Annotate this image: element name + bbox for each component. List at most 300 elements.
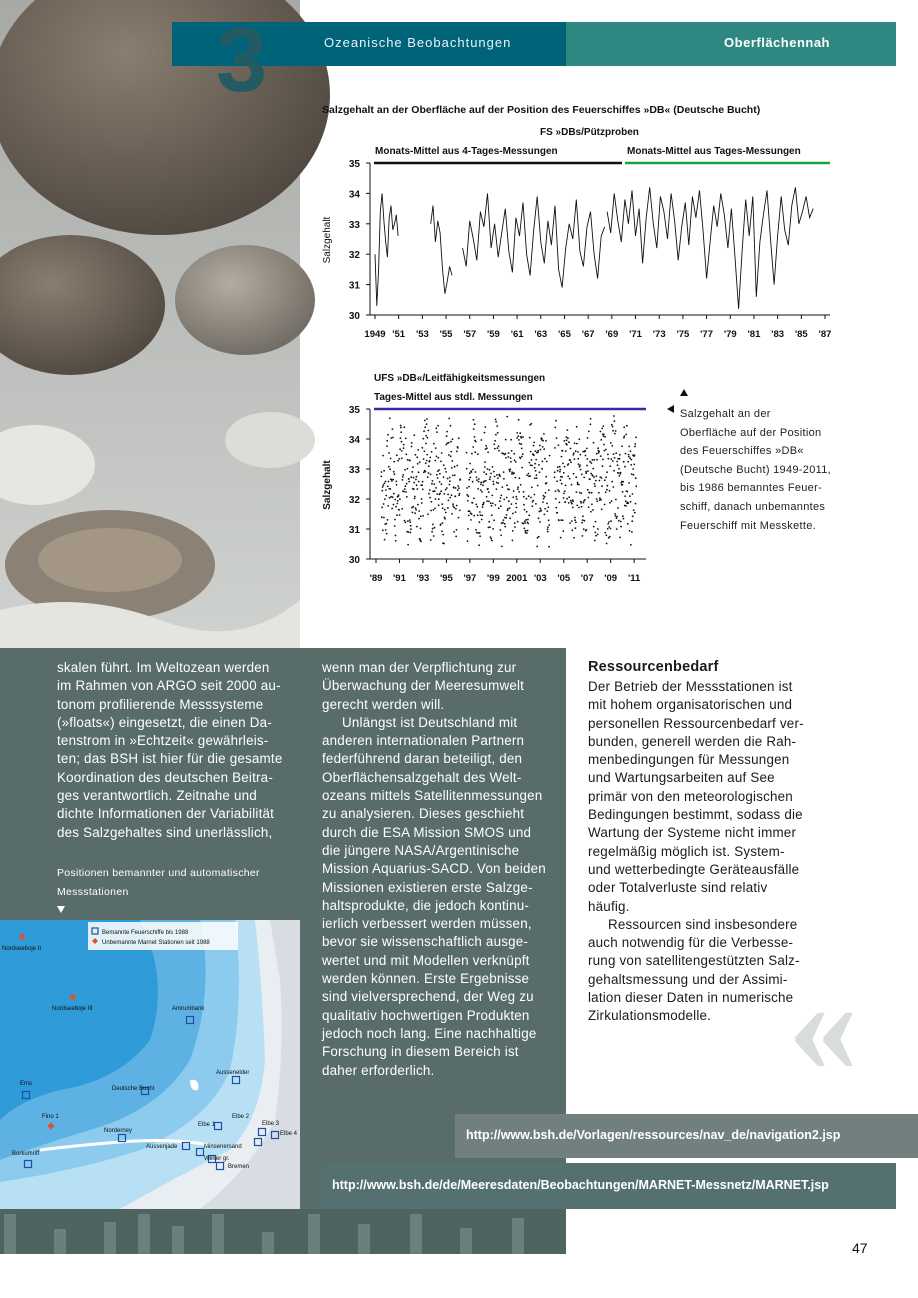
chart2-point: [437, 425, 439, 427]
chart2-point: [394, 473, 396, 475]
chart2-point: [543, 433, 545, 435]
chart2-point: [422, 481, 424, 483]
chart2-point: [422, 489, 424, 491]
chart2-point: [584, 499, 586, 501]
chart2-point: [439, 473, 441, 475]
chart2-point: [506, 484, 508, 486]
chart2-point: [508, 500, 510, 502]
chart2-point: [632, 493, 634, 495]
chart2-point: [388, 481, 390, 483]
chart2-point: [506, 497, 508, 499]
chart2-point: [491, 495, 493, 497]
chart2-point: [514, 522, 516, 524]
chart2-point: [467, 540, 469, 542]
chart2-point: [473, 515, 475, 517]
chart2-point: [625, 505, 627, 507]
chart2-point: [511, 503, 513, 505]
chart2-point: [398, 494, 400, 496]
chart2-point: [605, 491, 607, 493]
chart2-point: [534, 467, 536, 469]
chart2-point: [626, 425, 628, 427]
chart2-point: [589, 479, 591, 481]
chapter-number: 3: [216, 9, 264, 111]
link-bar-marnet[interactable]: [322, 1163, 896, 1209]
chart2-point: [405, 491, 407, 493]
chart1-subtitle: FS »DBs/Pützproben: [540, 127, 639, 138]
chart2-point: [522, 436, 524, 438]
chart2-point: [615, 515, 617, 517]
chart2-point: [577, 451, 579, 453]
chart2-point: [510, 461, 512, 463]
chart2-point: [491, 514, 493, 516]
station-label: Nordseeboje II: [2, 946, 42, 952]
chart2-point: [558, 491, 560, 493]
chart2-point: [582, 451, 584, 453]
text-line: häufig.: [588, 898, 630, 914]
chart2-point: [495, 504, 497, 506]
chart2-point: [603, 434, 605, 436]
chart2-point: [493, 471, 495, 473]
chart2-point: [536, 474, 538, 476]
chart1-xtick-label: '75: [676, 329, 690, 340]
chart2-point: [411, 446, 413, 448]
chart2-point: [579, 464, 581, 466]
chart2-point: [422, 515, 424, 517]
chart2-point: [608, 521, 610, 523]
chart2-point: [417, 449, 419, 451]
chart2-point: [533, 442, 535, 444]
chart2-point: [520, 443, 522, 445]
chart2-point: [508, 452, 510, 454]
chart2-point: [491, 540, 493, 542]
chart2-point: [534, 494, 536, 496]
chart2-point: [596, 459, 598, 461]
chart2-point: [484, 466, 486, 468]
chart2-point: [569, 478, 571, 480]
chart2-point: [438, 504, 440, 506]
chart2-point: [468, 479, 470, 481]
chart2-point: [501, 546, 503, 548]
chart2-point: [400, 431, 402, 433]
chart2-point: [399, 498, 401, 500]
chart2-point: [454, 466, 456, 468]
chart2-point: [415, 507, 417, 509]
chart2-point: [563, 493, 565, 495]
text-line: zu analysieren. Dieses geschieht: [322, 806, 525, 822]
chart2-point: [587, 489, 589, 491]
chart2-point: [522, 523, 524, 525]
caption-arrow-left-icon: [667, 405, 674, 413]
chart2-point: [498, 450, 500, 452]
chart2-point: [459, 510, 461, 512]
chart2-point: [545, 440, 547, 442]
chart2-point: [602, 425, 604, 427]
chart2-point: [479, 535, 481, 537]
chart2-point: [483, 471, 485, 473]
chart2-point: [600, 499, 602, 501]
chart2-point: [469, 463, 471, 465]
chart2-point: [516, 507, 518, 509]
chart2-point: [490, 536, 492, 538]
chart2-point: [630, 501, 632, 503]
chart2-point: [396, 454, 398, 456]
text-line: Mission Aquarius-SACD. Von beiden: [322, 861, 546, 877]
chart2-point: [548, 519, 550, 521]
chart2-point: [455, 536, 457, 538]
chart2-point: [418, 518, 420, 520]
chart2-point: [629, 495, 631, 497]
chart2-point: [403, 447, 405, 449]
chart1-xtick-label: '85: [794, 329, 808, 340]
chart2-point: [493, 483, 495, 485]
chart2-point: [481, 439, 483, 441]
chart2-point: [435, 498, 437, 500]
chart2-point: [530, 451, 532, 453]
chart2-point: [623, 518, 625, 520]
chart2-point: [635, 503, 637, 505]
chart2-point: [611, 424, 613, 426]
chart2-point: [627, 502, 629, 504]
chart2-point: [565, 485, 567, 487]
text-line: wertet und mit Modellen verknüpft: [322, 952, 530, 968]
chart2-point: [514, 459, 516, 461]
chart2-point: [443, 493, 445, 495]
chart2-point: [631, 531, 633, 533]
chart2-point: [633, 474, 635, 476]
chart2-point: [571, 484, 573, 486]
chart2-ylabel: Salzgehalt: [322, 460, 333, 510]
chart2-point: [467, 495, 469, 497]
chart2-point: [472, 502, 474, 504]
text-line: ozeans mittels Satellitenmessungen: [322, 788, 543, 804]
chart2-point: [497, 477, 499, 479]
chart2-point: [456, 529, 458, 531]
chart2-point: [555, 420, 557, 422]
chart2-point: [486, 496, 488, 498]
chart2-point: [389, 417, 391, 419]
chart2-point: [597, 534, 599, 536]
chart2-point: [466, 468, 468, 470]
chart2-point: [447, 478, 449, 480]
chart2-point: [426, 418, 428, 420]
chart2-point: [629, 457, 631, 459]
link-marnet[interactable]: http://www.bsh.de/de/Meeresdaten/Beobachtungen/MARNET-Messnetz/MARNET.jsp: [332, 1178, 829, 1192]
chart2-point: [535, 503, 537, 505]
chart2-point: [428, 465, 430, 467]
chart2-point: [430, 539, 432, 541]
chart2-point: [586, 465, 588, 467]
chart2-point: [384, 483, 386, 485]
chart2-point: [488, 491, 490, 493]
chart2-point: [490, 538, 492, 540]
chapter-badge: [172, 9, 290, 111]
chart2-ytick-label: 35: [348, 405, 360, 416]
chart2-point: [592, 509, 594, 511]
chart2-point: [592, 475, 594, 477]
chart2-point: [578, 507, 580, 509]
chart2-point: [415, 479, 417, 481]
chart2-point: [579, 454, 581, 456]
chart2-point: [453, 487, 455, 489]
chart2-point: [382, 455, 384, 457]
chart2-point: [474, 451, 476, 453]
chart2-point: [587, 437, 589, 439]
text-line: Missionen existieren erste Salzge-: [322, 879, 533, 895]
chart2-point: [559, 502, 561, 504]
chart2-point: [438, 498, 440, 500]
text-line: Überwachung der Meeresumwelt: [322, 678, 525, 694]
chart2-point: [508, 489, 510, 491]
station-label: Fino 1: [42, 1114, 59, 1120]
chart2-point: [545, 492, 547, 494]
chart2-point: [392, 428, 394, 430]
chart2-point: [564, 490, 566, 492]
chart2-point: [504, 523, 506, 525]
text-line: wenn man der Verpflichtung zur: [322, 660, 517, 675]
chart2-point: [601, 428, 603, 430]
chart2-point: [402, 476, 404, 478]
chart2-point: [487, 451, 489, 453]
chart2-point: [443, 476, 445, 478]
chart2-point: [586, 458, 588, 460]
chart2-point: [509, 471, 511, 473]
chart2-point: [625, 453, 627, 455]
station-label: Aussenjade: [146, 1144, 178, 1150]
chart2-point: [584, 450, 586, 452]
chart2-point: [415, 509, 417, 511]
chart2-point: [567, 429, 569, 431]
chart2-point: [529, 475, 531, 477]
chart2-point: [505, 453, 507, 455]
chart2-point: [445, 471, 447, 473]
chart2-point: [613, 470, 615, 472]
chart2-point: [433, 443, 435, 445]
chart2-point: [521, 467, 523, 469]
chart2-point: [495, 421, 497, 423]
chart2-point: [510, 457, 512, 459]
chart2-point: [559, 471, 561, 473]
chart2-point: [449, 477, 451, 479]
chart2-point: [566, 498, 568, 500]
chart2-point: [455, 508, 457, 510]
chart2-point: [531, 487, 533, 489]
chart2-point: [476, 506, 478, 508]
chart2-point: [453, 531, 455, 533]
chart2-point: [536, 477, 538, 479]
chart2-point: [451, 460, 453, 462]
chart2-point: [447, 507, 449, 509]
chart2-point: [416, 526, 418, 528]
chart2-point: [436, 474, 438, 476]
chart2-point: [594, 540, 596, 542]
chart2-point: [548, 489, 550, 491]
chart2-point: [527, 519, 529, 521]
chart2-point: [500, 495, 502, 497]
chart2-point: [549, 455, 551, 457]
text-line: bevor sie wissenschaftlich ausge-: [322, 934, 529, 950]
chart2-point: [574, 458, 576, 460]
chart2-point: [606, 543, 608, 545]
chart2-point: [444, 509, 446, 511]
chart2-point: [435, 427, 437, 429]
chart2-point: [607, 528, 609, 530]
chart2-annotation: Tages-Mittel aus stdl. Messungen: [374, 392, 533, 403]
chart2-point: [547, 528, 549, 530]
chart2-point: [452, 475, 454, 477]
chart2-point: [477, 453, 479, 455]
chart2-point: [406, 496, 408, 498]
chart1-title: Salzgehalt an der Oberfläche auf der Position des Feuerschiffes »DB« (Deutsche Bucht): [322, 104, 761, 116]
chart2-point: [492, 528, 494, 530]
chart2-point: [418, 510, 420, 512]
chart2-point: [625, 500, 627, 502]
chart2-point: [628, 482, 630, 484]
chart2-point: [392, 479, 394, 481]
chart2-point: [516, 437, 518, 439]
chart2-point: [556, 480, 558, 482]
chart2-point: [631, 520, 633, 522]
chart2-point: [576, 505, 578, 507]
chart2-ytick-label: 34: [348, 435, 360, 446]
chart2-point: [558, 520, 560, 522]
chart2-point: [568, 463, 570, 465]
chart2-point: [386, 533, 388, 535]
chart2-point: [395, 540, 397, 542]
chart2-point: [618, 475, 620, 477]
chart2-point: [391, 508, 393, 510]
chart2-point: [590, 423, 592, 425]
chart1-xtick-label: '63: [534, 329, 548, 340]
chart2-point: [431, 501, 433, 503]
chart2-point: [538, 517, 540, 519]
chart2-point: [493, 443, 495, 445]
chart2-point: [412, 466, 414, 468]
chart2-point: [432, 480, 434, 482]
chart2-point: [613, 453, 615, 455]
chart2-point: [540, 449, 542, 451]
chart2-point: [554, 476, 556, 478]
link-navigation[interactable]: http://www.bsh.de/Vorlagen/ressources/nav_de/navigation2.jsp: [466, 1128, 841, 1142]
chart2-point: [401, 441, 403, 443]
chart2-point: [505, 439, 507, 441]
chart2-point: [545, 476, 547, 478]
chart2-point: [471, 513, 473, 515]
chart2-point: [610, 520, 612, 522]
chart2-point: [470, 519, 472, 521]
chart2-xtick-label: '11: [627, 573, 641, 584]
chart2-point: [479, 532, 481, 534]
chart2-point: [429, 489, 431, 491]
text-line: gerecht werden will.: [322, 696, 445, 712]
chart2-point: [395, 535, 397, 537]
chart2-point: [615, 452, 617, 454]
chart2-point: [606, 471, 608, 473]
section-title: Ozeanische Beobachtungen: [324, 35, 512, 50]
chart2-point: [521, 456, 523, 458]
text-line: gehaltsmessung und der Assimi-: [588, 971, 788, 987]
chart2-point: [628, 454, 630, 456]
chart2-point: [539, 445, 541, 447]
figure-caption: [680, 405, 840, 535]
chart2-point: [518, 419, 520, 421]
chart2-point: [535, 450, 537, 452]
chart1-ytick-label: 32: [348, 250, 360, 262]
chart2-point: [409, 460, 411, 462]
chart2-xtick-label: '99: [486, 573, 500, 584]
chart2-point: [561, 456, 563, 458]
chart2-point: [548, 546, 550, 548]
chart2-point: [574, 519, 576, 521]
chart2-point: [529, 437, 531, 439]
chart2-point: [592, 468, 594, 470]
chart2-point: [473, 497, 475, 499]
chart2-point: [425, 443, 427, 445]
chart2-point: [402, 474, 404, 476]
chart2-point: [412, 506, 414, 508]
chart2-point: [385, 495, 387, 497]
chart2-point: [517, 435, 519, 437]
chart2-point: [589, 461, 591, 463]
chart2-point: [385, 529, 387, 531]
chart2-point: [543, 448, 545, 450]
chart2-point: [414, 498, 416, 500]
chart2-point: [558, 444, 560, 446]
chart2-point: [449, 497, 451, 499]
chart1-annotation-left: Monats-Mittel aus 4-Tages-Messungen: [375, 146, 558, 157]
text-line: rung von satellitengestützten Salz-: [588, 953, 800, 969]
chart2-point: [572, 454, 574, 456]
chart2-point: [451, 467, 453, 469]
chart2-point: [620, 472, 622, 474]
section-bar: [290, 22, 566, 66]
text-line: daher erforderlich.: [322, 1062, 435, 1078]
chart2-point: [532, 500, 534, 502]
chart2-ytick-label: 33: [348, 465, 360, 476]
chart2-point: [575, 527, 577, 529]
chart2-point: [562, 463, 564, 465]
chart2-point: [528, 495, 530, 497]
chart2-point: [477, 488, 479, 490]
chart2-point: [518, 439, 520, 441]
chart2-point: [530, 497, 532, 499]
chart2-point: [390, 437, 392, 439]
chart1-ytick-label: 33: [348, 219, 360, 231]
chart2-point: [456, 505, 458, 507]
chart2-point: [499, 475, 501, 477]
chart2-point: [505, 517, 507, 519]
text-line: werden können. Erste Ergebnisse: [322, 971, 530, 987]
chart2-point: [621, 445, 623, 447]
chart2-point: [588, 431, 590, 433]
chart2-point: [604, 436, 606, 438]
text-line: und Wartungsarbeiten auf See: [588, 770, 775, 786]
chart2-point: [475, 529, 477, 531]
chart2-point: [578, 463, 580, 465]
text-line: sind vielversprechend, der Weg zu: [322, 989, 534, 1005]
chart2-point: [559, 466, 561, 468]
chart2-point: [500, 505, 502, 507]
station-label: Amrumbank: [172, 1006, 205, 1012]
text-line: Wartung der Systeme nicht immer: [588, 825, 797, 841]
chart2-point: [428, 472, 430, 474]
chart1-xtick-label: '81: [747, 329, 761, 340]
link-bar-navigation[interactable]: [455, 1114, 918, 1158]
chart2-point: [609, 465, 611, 467]
chart2-point: [425, 471, 427, 473]
chart2-point: [580, 492, 582, 494]
chart2-point: [475, 471, 477, 473]
chart2-point: [434, 490, 436, 492]
